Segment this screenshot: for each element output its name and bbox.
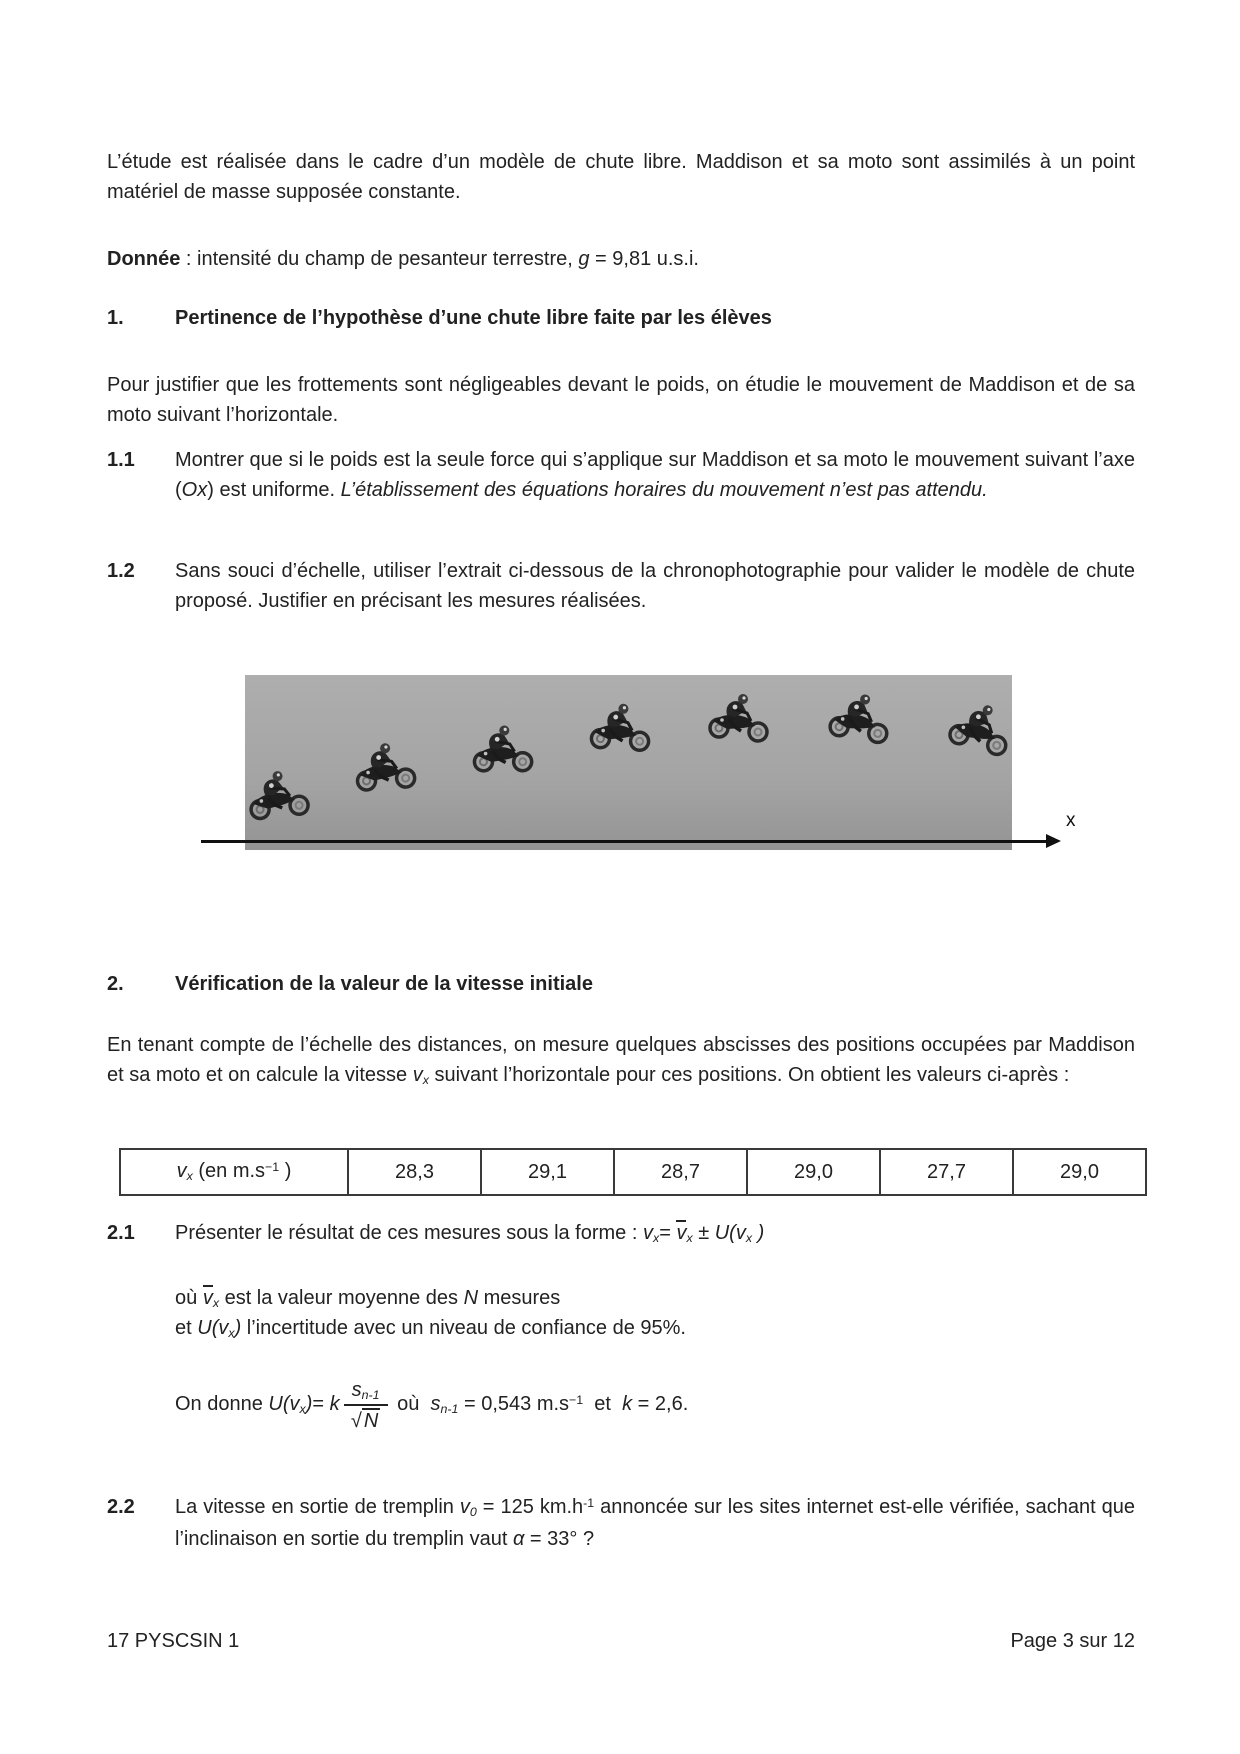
vx-value-cell: 28,3 (348, 1149, 481, 1195)
motorbike-figure (590, 703, 649, 752)
item-2-2-number: 2.2 (107, 1496, 135, 1518)
x-axis-label: x (1066, 810, 1076, 831)
section-2-number: 2. (107, 973, 124, 995)
vx-value-cell: 28,7 (614, 1149, 747, 1195)
uncertainty-definition-line: et U(vx) l’incertitude avec un niveau de confiance de 95%. (175, 1317, 686, 1341)
mean-definition-line: où vx est la valeur moyenne des N mesures (175, 1287, 561, 1311)
motorbike-figure (352, 739, 416, 795)
radical-sign: √ (350, 1409, 362, 1432)
item-1-2-number: 1.2 (107, 560, 135, 582)
footer-page-number: Page 3 sur 12 (1010, 1630, 1135, 1652)
intro-paragraph: L’étude est réalisée dans le cadre d’un modèle de chute libre. Maddison et sa moto sont assimilés à un point matériel de masse supposée constante. (107, 151, 1135, 203)
formula-fraction (344, 1379, 388, 1432)
item-2-1-text: Présenter le résultat de ces mesures sous la forme : vx= vx ± U(vx ) (175, 1222, 765, 1246)
item-1-2 (107, 556, 1135, 616)
formula-prefix: On donne U(vx)= k (175, 1393, 340, 1417)
item-1-1 (107, 445, 1135, 505)
section-1-heading (107, 303, 1135, 333)
section-2-intro: En tenant compte de l’échelle des distances, on mesure quelques abscisses des positions occupées par Maddison et sa moto et on calcule la vitesse vx suivant l’horizontale pour ces positions. On obtient les valeurs ci-après : (107, 1034, 1135, 1088)
x-axis-line (201, 840, 1048, 843)
item-2-2-text: La vitesse en sortie de tremplin v0 = 125 $km.h^{-1}$ annoncée sur les sites internet est-elle vérifiée, sachant que l’inclinaison en sortie du tremplin vaut α = 33° ? (175, 1496, 1135, 1550)
vx-value-cell: 29,0 (747, 1149, 880, 1195)
item-1-2-text: Sans souci d’échelle, utiliser l’extrait ci-dessous de la chronophotographie pour valider le modèle de chute proposé. Justifier en précisant les mesures réalisées. (175, 560, 1135, 612)
motorbike-figure (245, 766, 310, 824)
motorbike-figure (948, 700, 1012, 756)
section-1-title: Pertinence de l’hypothèse d’une chute libre faite par les élèves (175, 307, 772, 329)
item-1-1-number: 1.1 (107, 449, 135, 471)
fraction-denominator: √ N (350, 1409, 379, 1432)
chronophotograph-image (245, 675, 1012, 850)
item-2-1-number: 2.1 (107, 1222, 135, 1244)
uncertainty-formula-line (175, 1374, 1135, 1436)
fraction-numerator: sn-1 (344, 1379, 388, 1406)
item-1-1-text: Montrer que si le poids est la seule force qui s’applique sur Maddison et sa moto le mouvement suivant l’axe (Ox) est uniforme. L’établissement des équations horaires du mouvement n’est pas attendu. (175, 449, 1135, 501)
motorbike-figure (710, 694, 767, 741)
vx-value-cell: 27,7 (880, 1149, 1013, 1195)
vx-value-cell: 29,1 (481, 1149, 614, 1195)
item-2-1 (107, 1218, 1135, 1250)
vx-table-header-cell: vx (en $m.s^{-1}$ ) (120, 1149, 348, 1195)
section-1-intro: Pour justifier que les frottements sont négligeables devant le poids, on étudie le mouvement de Maddison et de sa moto suivant l’horizontale. (107, 374, 1135, 426)
footer-exam-code: 17 PYSCSIN 1 (107, 1630, 240, 1652)
vx-table-row (120, 1149, 1146, 1195)
section-1-number: 1. (107, 307, 124, 329)
motorbike-figure (471, 723, 533, 776)
section-2-heading (107, 969, 1135, 999)
formula-suffix: où sn-1 = 0,543 $m.s^{-1}$ et k = 2,6. (391, 1393, 689, 1417)
chronophotograph-svg (245, 675, 1012, 850)
donnee-line: Donnée : intensité du champ de pesanteur terrestre, g = 9,81 u.s.i. (107, 248, 699, 270)
x-axis-arrowhead-icon (1046, 834, 1061, 848)
vx-value-cell: 29,0 (1013, 1149, 1146, 1195)
motorbike-figure (829, 692, 889, 743)
vx-table (119, 1148, 1147, 1196)
item-2-2 (107, 1492, 1135, 1554)
section-2-title: Vérification de la valeur de la vitesse initiale (175, 973, 593, 995)
